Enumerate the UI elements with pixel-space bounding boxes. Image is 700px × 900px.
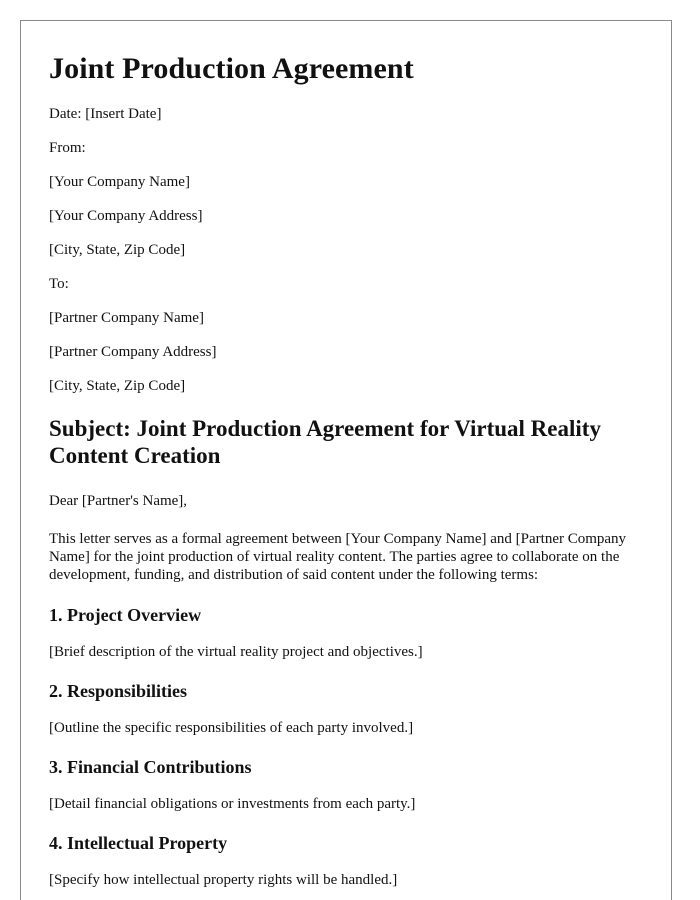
section-body-responsibilities: [Outline the specific responsibilities of each party involved.]: [49, 720, 414, 736]
from-company-address: [Your Company Address]: [49, 208, 203, 224]
section-heading-responsibilities: 2. Responsibilities: [49, 681, 188, 701]
from-label: From:: [49, 140, 86, 156]
from-company-name: [Your Company Name]: [49, 174, 190, 190]
intro-paragraph: This letter serves as a formal agreement between [Your Company Name] and [Partner Company Name] for the joint production of virtual reality content. The parties agree to collaborate on the development, funding, and distribution of said content under the following terms:: [49, 531, 627, 583]
section-heading-project-overview: 1. Project Overview: [49, 605, 202, 625]
to-label: To:: [49, 276, 69, 292]
salutation: Dear [Partner's Name],: [49, 493, 188, 509]
to-company-name: [Partner Company Name]: [49, 310, 204, 326]
section-body-financial-contributions: [Detail financial obligations or investments from each party.]: [49, 796, 416, 812]
section-heading-intellectual-property: 4. Intellectual Property: [49, 833, 228, 853]
document-page: [20, 20, 672, 900]
section-heading-financial-contributions: 3. Financial Contributions: [49, 757, 252, 777]
section-body-project-overview: [Brief description of the virtual reality project and objectives.]: [49, 644, 423, 660]
section-body-intellectual-property: [Specify how intellectual property rights will be handled.]: [49, 872, 398, 888]
from-city-state-zip: [City, State, Zip Code]: [49, 242, 186, 258]
to-city-state-zip: [City, State, Zip Code]: [49, 378, 186, 394]
subject-heading: Subject: Joint Production Agreement for Virtual Reality Content Creation: [49, 416, 601, 468]
date-line: Date: [Insert Date]: [49, 106, 162, 122]
document-title: Joint Production Agreement: [49, 52, 414, 85]
to-company-address: [Partner Company Address]: [49, 344, 217, 360]
